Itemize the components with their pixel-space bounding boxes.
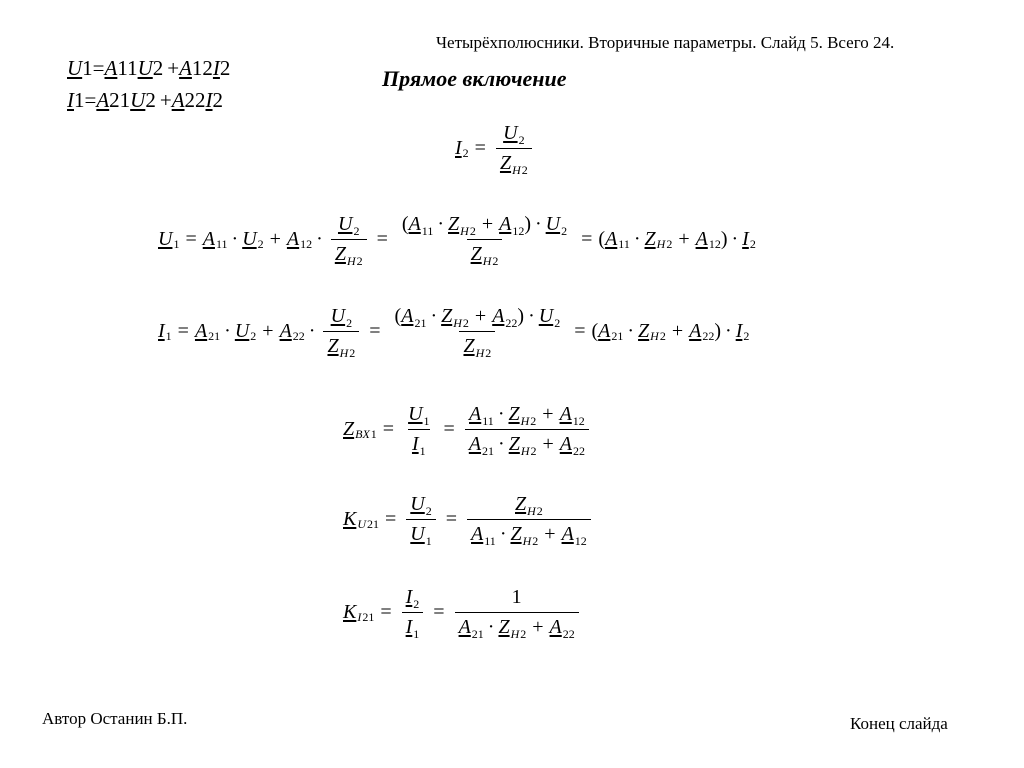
- equation-u1: U 1 = A 11 · U 2 + A 12 · $\frac{U_2}{Z_{H2}}$ = $\frac{(A_{11} \cdot Z_{H2} + A_{12}) \cdot U_2}{Z_{H2}}$ = ( A 11 · Z H 2 + A 12 ) · I 2: [158, 213, 756, 268]
- system-line-u1: U1=A11U2 +A12I2: [67, 56, 231, 80]
- equation-system: [67, 52, 230, 116]
- equation-ki21: K I 21 = $\frac{I_2}{I_1}$ = $\frac{1}{A_{21} \cdot Z_{H2} + A_{22}}$: [343, 586, 583, 639]
- equation-ku21: K U 21 = $\frac{U_2}{U_1}$ = $\frac{Z_{H2}}{A_{11} \cdot Z_{H2} + A_{12}}$: [343, 493, 595, 546]
- footer-end-slide: Конец слайда: [850, 714, 948, 733]
- equation-zbx1: Z BX 1 = $\frac{U_1}{I_1}$ = $\frac{A_{11} \cdot Z_{H2} + A_{12}}{A_{21} \cdot Z_{H2} + A_{22}}$: [343, 403, 593, 456]
- slide-title: Прямое включение: [382, 66, 567, 91]
- equation-i2: I 2 = $\frac{U_2}{Z_{H2}}$: [455, 122, 536, 175]
- slide-header: Четырёхполюсники. Вторичные параметры. Слайд 5. Всего 24.: [436, 33, 895, 52]
- system-line-i1: I1=A21U2 +A22I2: [67, 88, 224, 112]
- equation-i1: I 1 = A 21 · U 2 + A 22 · $\frac{U_2}{Z_{H2}}$ = $\frac{(A_{21} \cdot Z_{H2} + A_{22}) \cdot U_2}{Z_{H2}}$ = ( A 21 · Z H 2 + A 22 ) · I 2: [158, 305, 750, 360]
- footer-author: Автор Останин Б.П.: [42, 709, 188, 728]
